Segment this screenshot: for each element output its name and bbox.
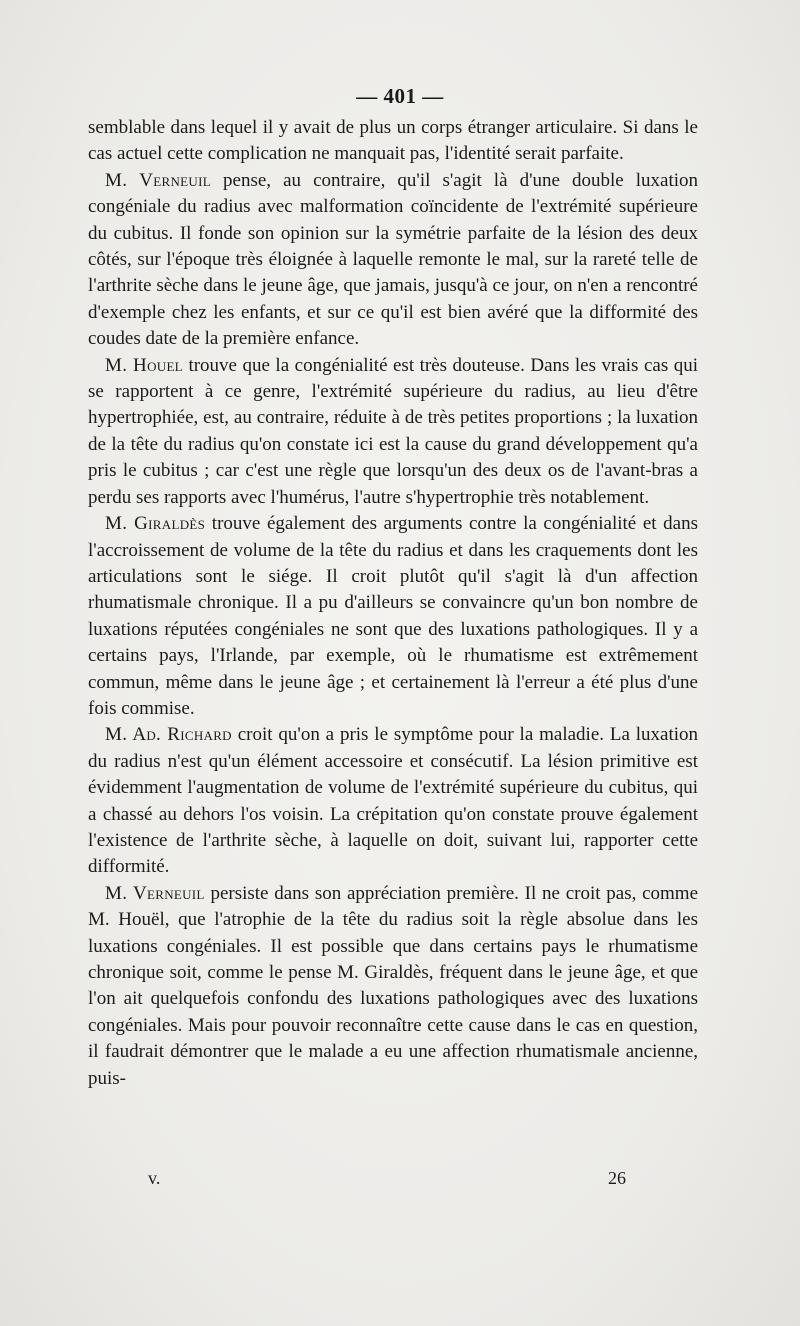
paragraph-text: pense, au contraire, qu'il s'agit là d'une double luxation congéniale du radius avec malformation coïncidente de l'extrémité supérieure du cubitus. Il fonde son opinion sur la symétrie parfaite de la lésion des deux côtés, sur l'époque très éloignée à laquelle remonte le mal, sur la rareté telle de l'arthrite sèche dans le jeune âge, que jamais, jusqu'à ce jour, on n'en a rencontré d'exemple chez les enfants, et sur ce qu'il est bien avéré que la difformité des coudes date de la première enfance. bbox=[88, 169, 699, 350]
paragraph-text: persiste dans son appréciation première. Il ne croit pas, comme M. Houël, que l'atrophie de la tête du radius soit la règle absolue dans les luxations congéniales. Il est possible que dans certains pays le rhumatisme chronique soit, comme le pense M. Giraldès, fréquent dans le jeune âge, et que l'on ait quelquefois confondu des luxations pathologiques avec des luxations congéniales. Mais pour pouvoir reconnaître cette cause dans le cas en question, il faudrait démontrer que le malade a eu une affection rhumatismale ancienne, puis- bbox=[88, 882, 699, 1089]
speaker-name: M. Verneuil bbox=[105, 882, 205, 904]
volume-mark: v. bbox=[148, 1168, 161, 1188]
paragraph bbox=[88, 722, 698, 880]
paragraph-text: croit qu'on a pris le symptôme pour la maladie. La luxation du radius n'est qu'un élément accessoire et consécutif. La lésion primitive est évidemment l'augmentation de volume de l'extrémité supérieure du cubitus, qui a chassé au dehors l'os voisin. La crépitation qu'on constate prouve également l'existence de l'arthrite sèche, à laquelle on doit, suivant lui, rapporter cette difformité. bbox=[88, 724, 699, 878]
paragraph bbox=[88, 881, 698, 1092]
speaker-name: M. Ad. Richard bbox=[105, 724, 232, 746]
body-text bbox=[88, 115, 698, 1092]
paragraph-text: trouve que la congénialité est très douteuse. Dans les vrais cas qui se rapportent à ce genre, l'extrémité supérieure du radius, au lieu d'être hypertrophiée, est, au contraire, réduite à de très petites proportions ; la luxation de la tête du radius qu'on constate ici est la cause du grand développement qu'a pris le cubitus ; car c'est une règle que lorsqu'un des deux os de l'avant-bras a perdu ses rapports avec l'humérus, l'autre s'hypertrophie très notablement. bbox=[88, 354, 698, 508]
paragraph bbox=[88, 353, 698, 511]
page-number: — 401 — bbox=[356, 84, 444, 108]
page-footer bbox=[148, 1168, 626, 1189]
paragraph bbox=[88, 168, 698, 353]
paragraph bbox=[88, 511, 698, 722]
paragraph-text: trouve également des arguments contre la congénialité et dans l'accroissement de volume de la tête du radius et dans les craquements dont les articulations sont le siége. Il croit plutôt qu'il s'agit là d'un affection rhumatismale chronique. Il a pu d'ailleurs se convaincre qu'un bon nombre de luxations réputées congéniales ne sont que des luxations pathologiques. Il y a certains pays, l'Irlande, par exemple, où le rhumatisme est extrêmement commun, même dans le jeune âge ; et certainement là l'erreur a été plus d'une fois commise. bbox=[88, 513, 699, 719]
speaker-name: M. Giraldès bbox=[105, 513, 206, 535]
speaker-name: M. Houel bbox=[105, 354, 183, 376]
paragraph bbox=[88, 115, 698, 168]
paragraph-text: semblable dans lequel il y avait de plus un corps étranger articulaire. Si dans le cas actuel cette complication ne manquait pas, l'identité serait parfaite. bbox=[88, 117, 698, 165]
signature-mark: 26 bbox=[608, 1168, 626, 1188]
speaker-name: M. Verneuil bbox=[105, 169, 211, 191]
